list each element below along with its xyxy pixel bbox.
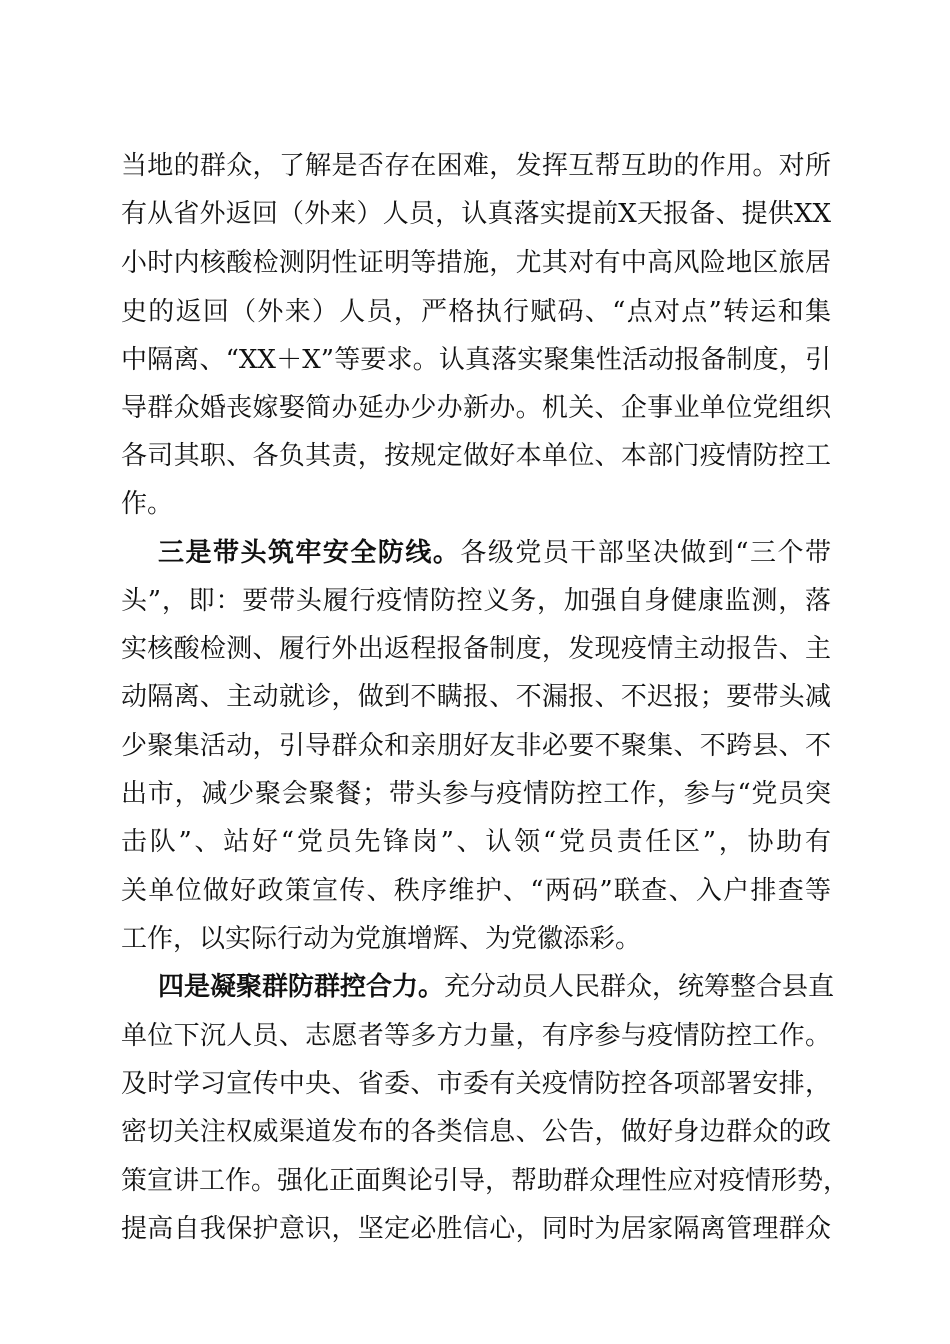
text-line: 单位下沉人员、志愿者等多方力量，有序参与疫情防控工作。: [121, 1021, 831, 1051]
text-line: 实核酸检测、履行外出返程报备制度，发现疫情主动报告、主: [121, 634, 831, 664]
text-line: 有从省外返回（外来）人员，认真落实提前X天报备、提供XX: [121, 199, 831, 229]
text-line: 当地的群众，了解是否存在困难，发挥互帮互助的作用。对所: [121, 151, 831, 181]
text-line: 策宣讲工作。强化正面舆论引导，帮助群众理性应对疫情形势，: [121, 1166, 850, 1196]
text-line: 工作，以实际行动为党旗增辉、为党徽添彩。: [121, 924, 642, 954]
text-line: 及时学习宣传中央、省委、市委有关疫情防控各项部署安排，: [121, 1069, 831, 1099]
text-span: 各级党员干部坚决做到“三个带: [460, 538, 831, 568]
text-line: 密切关注权威渠道发布的各类信息、公告，做好身边群众的政: [121, 1117, 831, 1147]
text-span: 充分动员人民群众，统筹整合县直: [444, 972, 835, 1002]
paragraph-heading: 四是凝聚群防群控合力。: [158, 972, 445, 1002]
paragraph-heading: 三是带头筑牢安全防线。: [158, 538, 461, 568]
text-line: 作。: [121, 489, 174, 519]
text-line: 动隔离、主动就诊，做到不瞒报、不漏报、不迟报；要带头减: [121, 682, 831, 712]
text-line: 史的返回（外来）人员，严格执行赋码、“点对点”转运和集: [121, 297, 831, 327]
text-line: 小时内核酸检测阴性证明等措施，尤其对有中高风险地区旅居: [121, 248, 831, 278]
text-line: 出市，减少聚会聚餐；带头参与疫情防控工作，参与“党员突: [121, 779, 831, 809]
text-line: 头”，即：要带头履行疫情防控义务，加强自身健康监测，落: [121, 586, 831, 616]
text-line: 提高自我保护意识，坚定必胜信心，同时为居家隔离管理群众: [121, 1214, 831, 1244]
text-line: 中隔离、“XX＋X”等要求。认真落实聚集性活动报备制度，引: [121, 345, 831, 375]
text-line: 关单位做好政策宣传、秩序维护、“两码”联查、入户排查等: [121, 876, 831, 906]
paragraph-first-line: [158, 529, 831, 577]
text-line: 击队”、站好“党员先锋岗”、认领“党员责任区”，协助有: [121, 827, 831, 857]
text-line: 导群众婚丧嫁娶简办延办少办新办。机关、企事业单位党组织: [121, 393, 831, 423]
text-line: 少聚集活动，引导群众和亲朋好友非必要不聚集、不跨县、不: [121, 731, 831, 761]
text-line: 各司其职、各负其责，按规定做好本单位、本部门疫情防控工: [121, 441, 831, 471]
paragraph-first-line: [158, 963, 835, 1011]
